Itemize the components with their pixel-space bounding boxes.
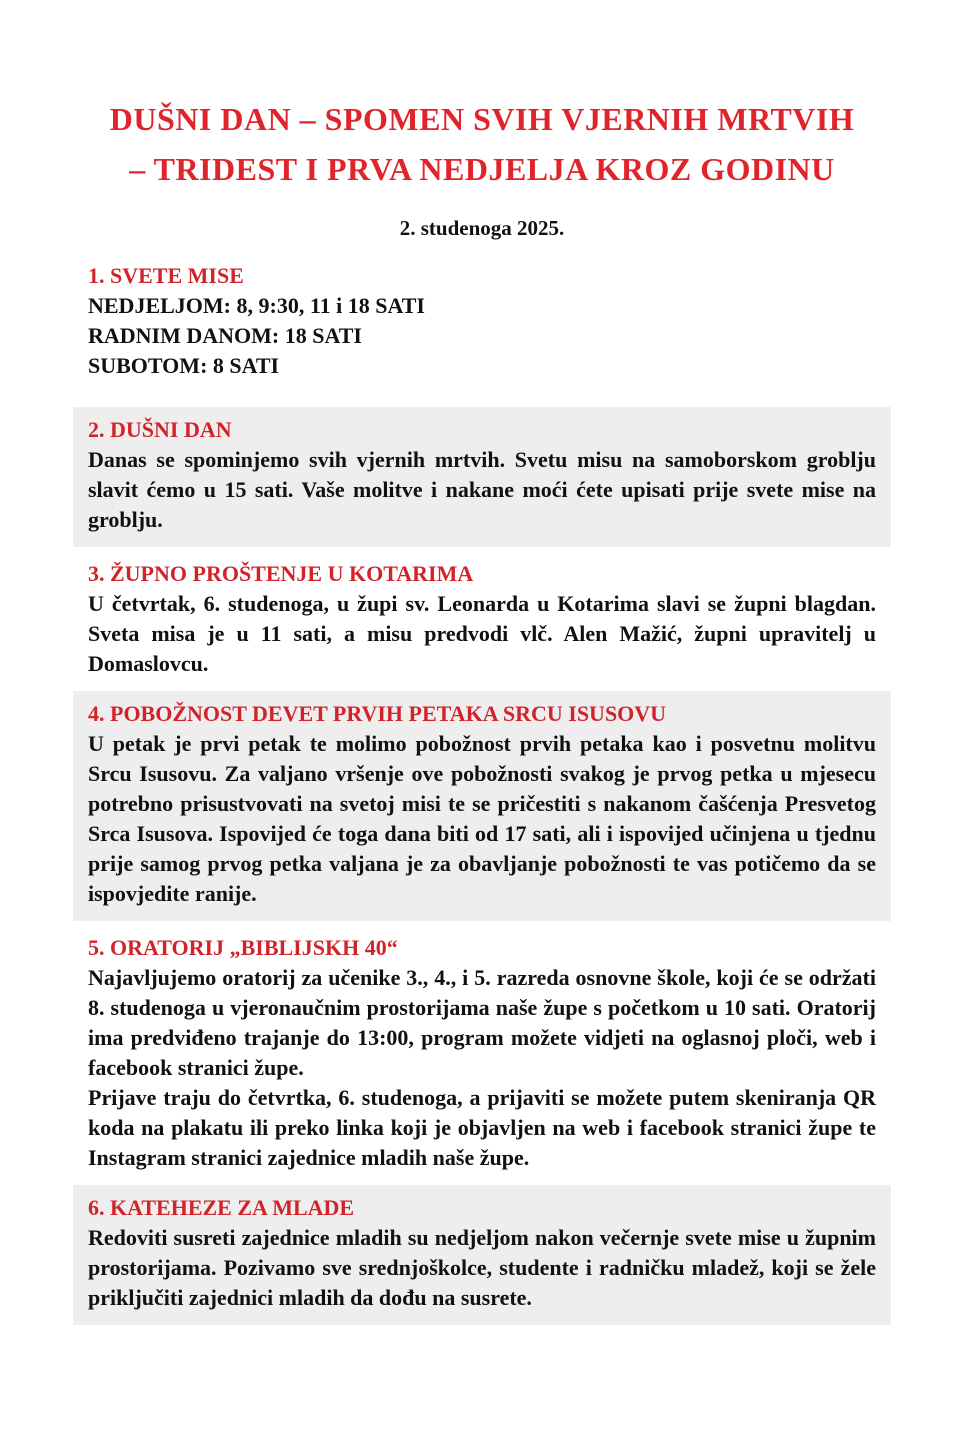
section-zupno-prostenje [73,559,891,679]
paragraph: Danas se spominjemo svih vjernih mrtvih. Svetu misu na samoborskom groblju slavit ćemo u 15 sati. Vaše molitve i nakane moći ćete upisati prije svete mise na groblju. [88,447,876,533]
section-heading: 6. KATEHEZE ZA MLADE [88,1195,355,1221]
paragraph: Prijave traju do četvrtka, 6. studenoga, a prijaviti se možete putem skeniranja QR koda na plakatu ili preko linka koji je objavljen na web i facebook stranici župe te Instagram stranici zajednice mladih naše župe. [88,1085,876,1171]
section-heading: 2. DUŠNI DAN [88,417,232,443]
schedule-line-sunday: NEDJELJOM: 8, 9:30, 11 i 18 SATI [88,293,425,319]
schedule-line-saturday: SUBOTOM: 8 SATI [88,353,280,379]
title-line-2: – TRIDEST I PRVA NEDJELJA KROZ GODINU [129,151,835,187]
paragraph: Redoviti susreti zajednice mladih su nedjeljom nakon večernje svete mise u župnim prostorijama. Pozivamo sve srednjoškolce, studente i radničku mladež, koji se žele priključiti zajednici mladih da dođu na susrete. [88,1225,876,1311]
section-heading: 1. SVETE MISE [88,263,244,289]
section-oratorij [73,933,891,1173]
document-date: 2. studenoga 2025. [399,216,565,241]
paragraph: U četvrtak, 6. studenoga, u župi sv. Leonarda u Kotarima slavi se župni blagdan. Sveta misa je u 11 sati, a misu predvodi vlč. Alen Mažić, župni upravitelj u Domaslovcu. [88,591,876,677]
title-line-1: DUŠNI DAN – SPOMEN SVIH VJERNIH MRTVIH [109,101,855,137]
page-title [73,94,891,194]
paragraph: Najavljujemo oratorij za učenike 3., 4., i 5. razreda osnovne škole, koji će se održati 8. studenoga u vjeronaučnim prostorijama naše župe s početkom u 10 sati. Oratorij ima predviđeno trajanje do 13:00, program možete vidjeti na oglasnoj ploči, web i facebook stranici župe. [88,965,876,1081]
section-kateheze-za-mlade [73,1185,891,1325]
section-heading: 5. ORATORIJ „BIBLIJSKH 40“ [88,935,398,961]
section-heading: 4. POBOŽNOST DEVET PRVIH PETAKA SRCU ISUSOVU [88,701,667,727]
section-dusni-dan [73,407,891,547]
paragraph: U petak je prvi petak te molimo pobožnost prvih petaka kao i posvetnu molitvu Srcu Isusovu. Za valjano vršenje ove pobožnosti svakog je prvog petka u mjesecu potrebno prisustvovati na svetoj misi te se pričestiti s nakanom čašćenja Presvetog Srca Isusova. Ispovijed će toga dana biti od 17 sati, ali i ispovijed učinjena u tjednu prije samog prvog petka valjana je za obavljanje pobožnosti te vas potičemo da se ispovjedite ranije. [88,731,876,907]
section-svete-mise [73,261,891,381]
schedule-line-weekday: RADNIM DANOM: 18 SATI [88,323,362,349]
section-heading: 3. ŽUPNO PROŠTENJE U KOTARIMA [88,561,474,587]
section-poboznost-prvih-petaka [73,691,891,921]
